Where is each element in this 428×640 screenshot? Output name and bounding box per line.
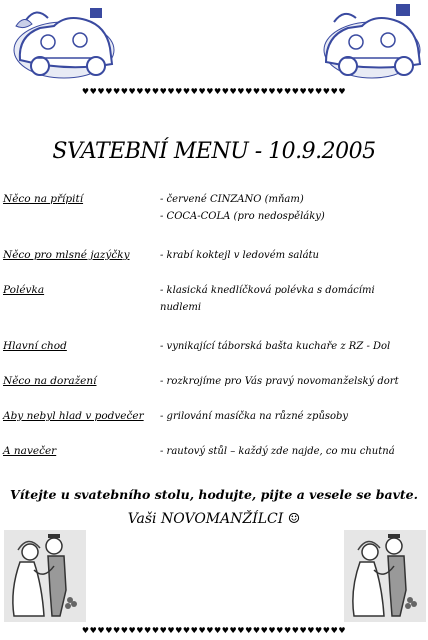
signature-line: Vaši NOVOMANŽÍLCI ☺ <box>127 511 301 527</box>
menu-item-toast <box>160 191 422 225</box>
menu-item-dessert <box>160 373 422 390</box>
menu-item-appetizer <box>160 247 422 264</box>
menu-label-appetizer: Něco pro mlsné jazýčky <box>3 249 130 261</box>
menu-label-soup: Polévka <box>3 284 45 296</box>
menu-line: - rozkrojíme pro Vás pravý novomanželský dort <box>160 376 399 387</box>
menu-item-soup <box>160 282 422 316</box>
menu-line: - klasická knedlíčková polévka s domácími <box>160 285 375 296</box>
menu-item-afternoon <box>160 408 422 425</box>
menu-label-evening: A navečer <box>3 445 57 457</box>
menu-line: - rautový stůl – každý zde najde, co mu chutná <box>160 446 395 457</box>
menu-label-dessert: Něco na doražení <box>3 375 97 387</box>
wedding-car-icon <box>6 0 124 82</box>
menu-label-afternoon: Aby nebyl hlad v podvečer <box>3 410 144 422</box>
welcome-message: Vítejte u svatebního stolu, hodujte, pijte a vesele se bavte. <box>10 487 418 502</box>
menu-item-evening <box>160 443 422 460</box>
hearts-divider-bottom: ♥♥♥♥♥♥♥♥♥♥♥♥♥♥♥♥♥♥♥♥♥♥♥♥♥♥♥♥♥♥♥♥♥♥ <box>81 626 347 635</box>
menu-item-main-course <box>160 338 422 355</box>
menu-line: - vynikající táborská bašta kuchaře z RZ - Dol <box>160 341 391 352</box>
page-title: SVATEBNÍ MENU - 10.9.2005 <box>52 139 376 164</box>
bride-and-groom-icon <box>344 530 426 622</box>
menu-line: - červené CINZANO (mňam) <box>160 194 304 205</box>
menu-line: - krabí koktejl v ledovém salátu <box>160 250 319 261</box>
wedding-car-icon <box>318 0 428 82</box>
menu-label-main-course: Hlavní chod <box>3 340 67 352</box>
bride-and-groom-icon <box>4 530 86 622</box>
menu-line: nudlemi <box>160 302 202 313</box>
hearts-divider-top: ♥♥♥♥♥♥♥♥♥♥♥♥♥♥♥♥♥♥♥♥♥♥♥♥♥♥♥♥♥♥♥♥♥♥ <box>81 87 347 96</box>
menu-line: - grilování masíčka na různé způsoby <box>160 411 349 422</box>
menu-line: - COCA-COLA (pro nedospěláky) <box>160 211 325 222</box>
menu-label-toast: Něco na přípití <box>3 193 84 205</box>
